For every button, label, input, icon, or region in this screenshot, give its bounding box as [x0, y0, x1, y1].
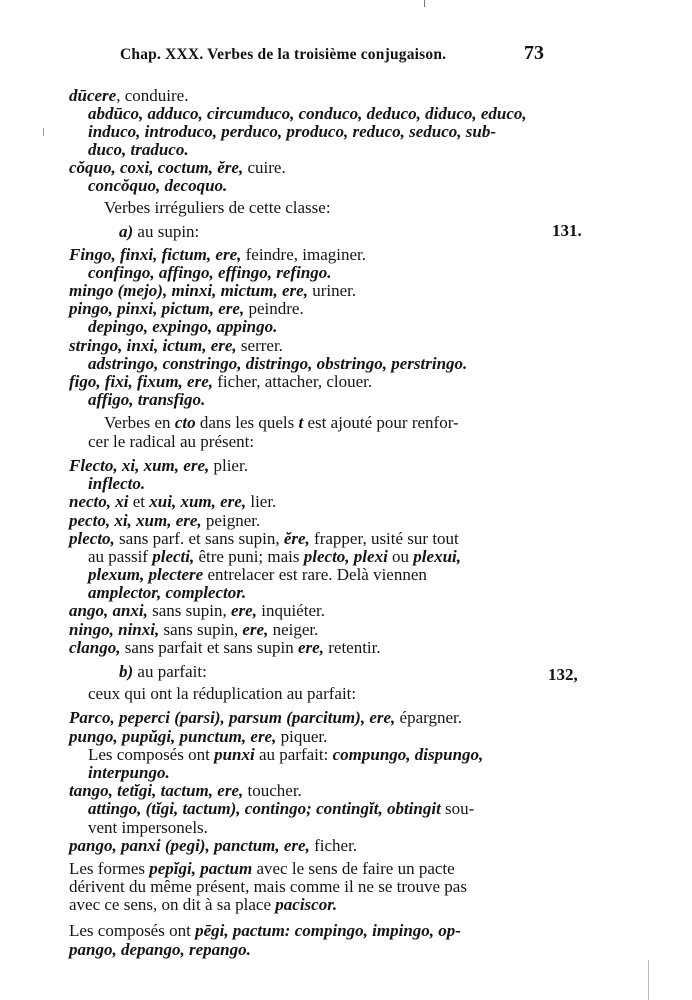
text-line: ango, anxi, sans supin, ere, inquiéter.: [69, 601, 325, 620]
text-line: dérivent du même présent, mais comme il ne se trouve pas: [69, 877, 467, 896]
text-line: mingo (mejo), minxi, mictum, ere, uriner.: [69, 281, 357, 300]
text-line: pungo, pupŭgi, punctum, ere, piquer.: [69, 727, 328, 746]
text-line: necto, xi et xui, xum, ere, lier.: [69, 492, 277, 511]
text-line: Verbes irréguliers de cette classe:: [104, 198, 331, 217]
text-line: amplector, complector.: [88, 583, 247, 602]
text-line: induco, introduco, perduco, produco, reduco, seduco, sub-: [88, 122, 497, 141]
text-line: Parco, peperci (parsi), parsum (parcitum), ere, épargner.: [69, 708, 462, 727]
section-number: 131.: [552, 221, 582, 240]
text-line: plecto, sans parf. et sans supin, ĕre, frapper, usité sur tout: [69, 529, 459, 548]
text-line: Verbes en cto dans les quels t est ajouté pour renfor-: [104, 413, 459, 432]
text-line: confingo, affingo, effingo, refingo.: [88, 263, 332, 282]
text-line: inflecto.: [88, 474, 146, 493]
text-line: duco, traduco.: [88, 140, 189, 159]
text-line: au passif plecti, être puni; mais plecto, plexi ou plexui,: [88, 547, 461, 566]
text-line: ceux qui ont la réduplication au parfait:: [88, 684, 357, 703]
text-line: stringo, inxi, ictum, ere, serrer.: [69, 336, 283, 355]
text-line: figo, fixi, fixum, ere, ficher, attacher, clouer.: [69, 372, 373, 391]
scan-mark: [424, 0, 425, 7]
text-line: avec ce sens, on dit à sa place paciscor.: [69, 895, 338, 914]
text-line: vent impersonels.: [88, 818, 208, 837]
text-line: pingo, pinxi, pictum, ere, peindre.: [69, 299, 304, 318]
section-number: 132,: [548, 665, 578, 684]
text-line: ningo, ninxi, sans supin, ere, neiger.: [69, 620, 319, 639]
text-line: attingo, (tĭgi, tactum), contingo; contingĭt, obtingit sou-: [88, 799, 475, 818]
text-line: depingo, expingo, appingo.: [88, 317, 278, 336]
page-number: 73: [524, 42, 544, 64]
text-line: interpungo.: [88, 763, 170, 782]
text-line: plexum, plectere entrelacer est rare. Delà viennen: [88, 565, 427, 584]
text-line: adstringo, constringo, distringo, obstringo, perstringo.: [88, 354, 468, 373]
text-line: affigo, transfigo.: [88, 390, 206, 409]
text-line: clango, sans parfait et sans supin ere, retentir.: [69, 638, 381, 657]
text-line: Les composés ont pēgi, pactum: compingo, impingo, op-: [69, 921, 461, 940]
text-line: cŏquo, coxi, coctum, ĕre, cuire.: [69, 158, 286, 177]
text-line: dūcere, conduire.: [69, 86, 189, 105]
text-line: concŏquo, decoquo.: [88, 176, 228, 195]
text-line: Flecto, xi, xum, ere, plier.: [69, 456, 248, 475]
text-line: b) au parfait:: [119, 662, 207, 681]
text-line: tango, tetĭgi, tactum, ere, toucher.: [69, 781, 302, 800]
text-line: pango, depango, repango.: [69, 940, 251, 959]
text-line: Fingo, finxi, fictum, ere, feindre, imaginer.: [69, 245, 366, 264]
chapter-title: Chap. XXX. Verbes de la troisième conjugaison.: [120, 46, 447, 63]
text-line: Les formes pepĭgi, pactum avec le sens de faire un pacte: [69, 859, 455, 878]
text-line: a) au supin:: [119, 222, 200, 241]
text-line: pango, panxi (pegi), panctum, ere, ficher.: [69, 836, 358, 855]
text-line: pecto, xi, xum, ere, peigner.: [69, 511, 261, 530]
text-line: abdūco, adduco, circumduco, conduco, deduco, diduco, educo,: [88, 104, 527, 123]
text-line: Les composés ont punxi au parfait: compungo, dispungo,: [88, 745, 484, 764]
margin-mark: [43, 128, 44, 136]
scan-edge-line: [648, 960, 649, 1000]
text-line: cer le radical au présent:: [88, 432, 255, 451]
